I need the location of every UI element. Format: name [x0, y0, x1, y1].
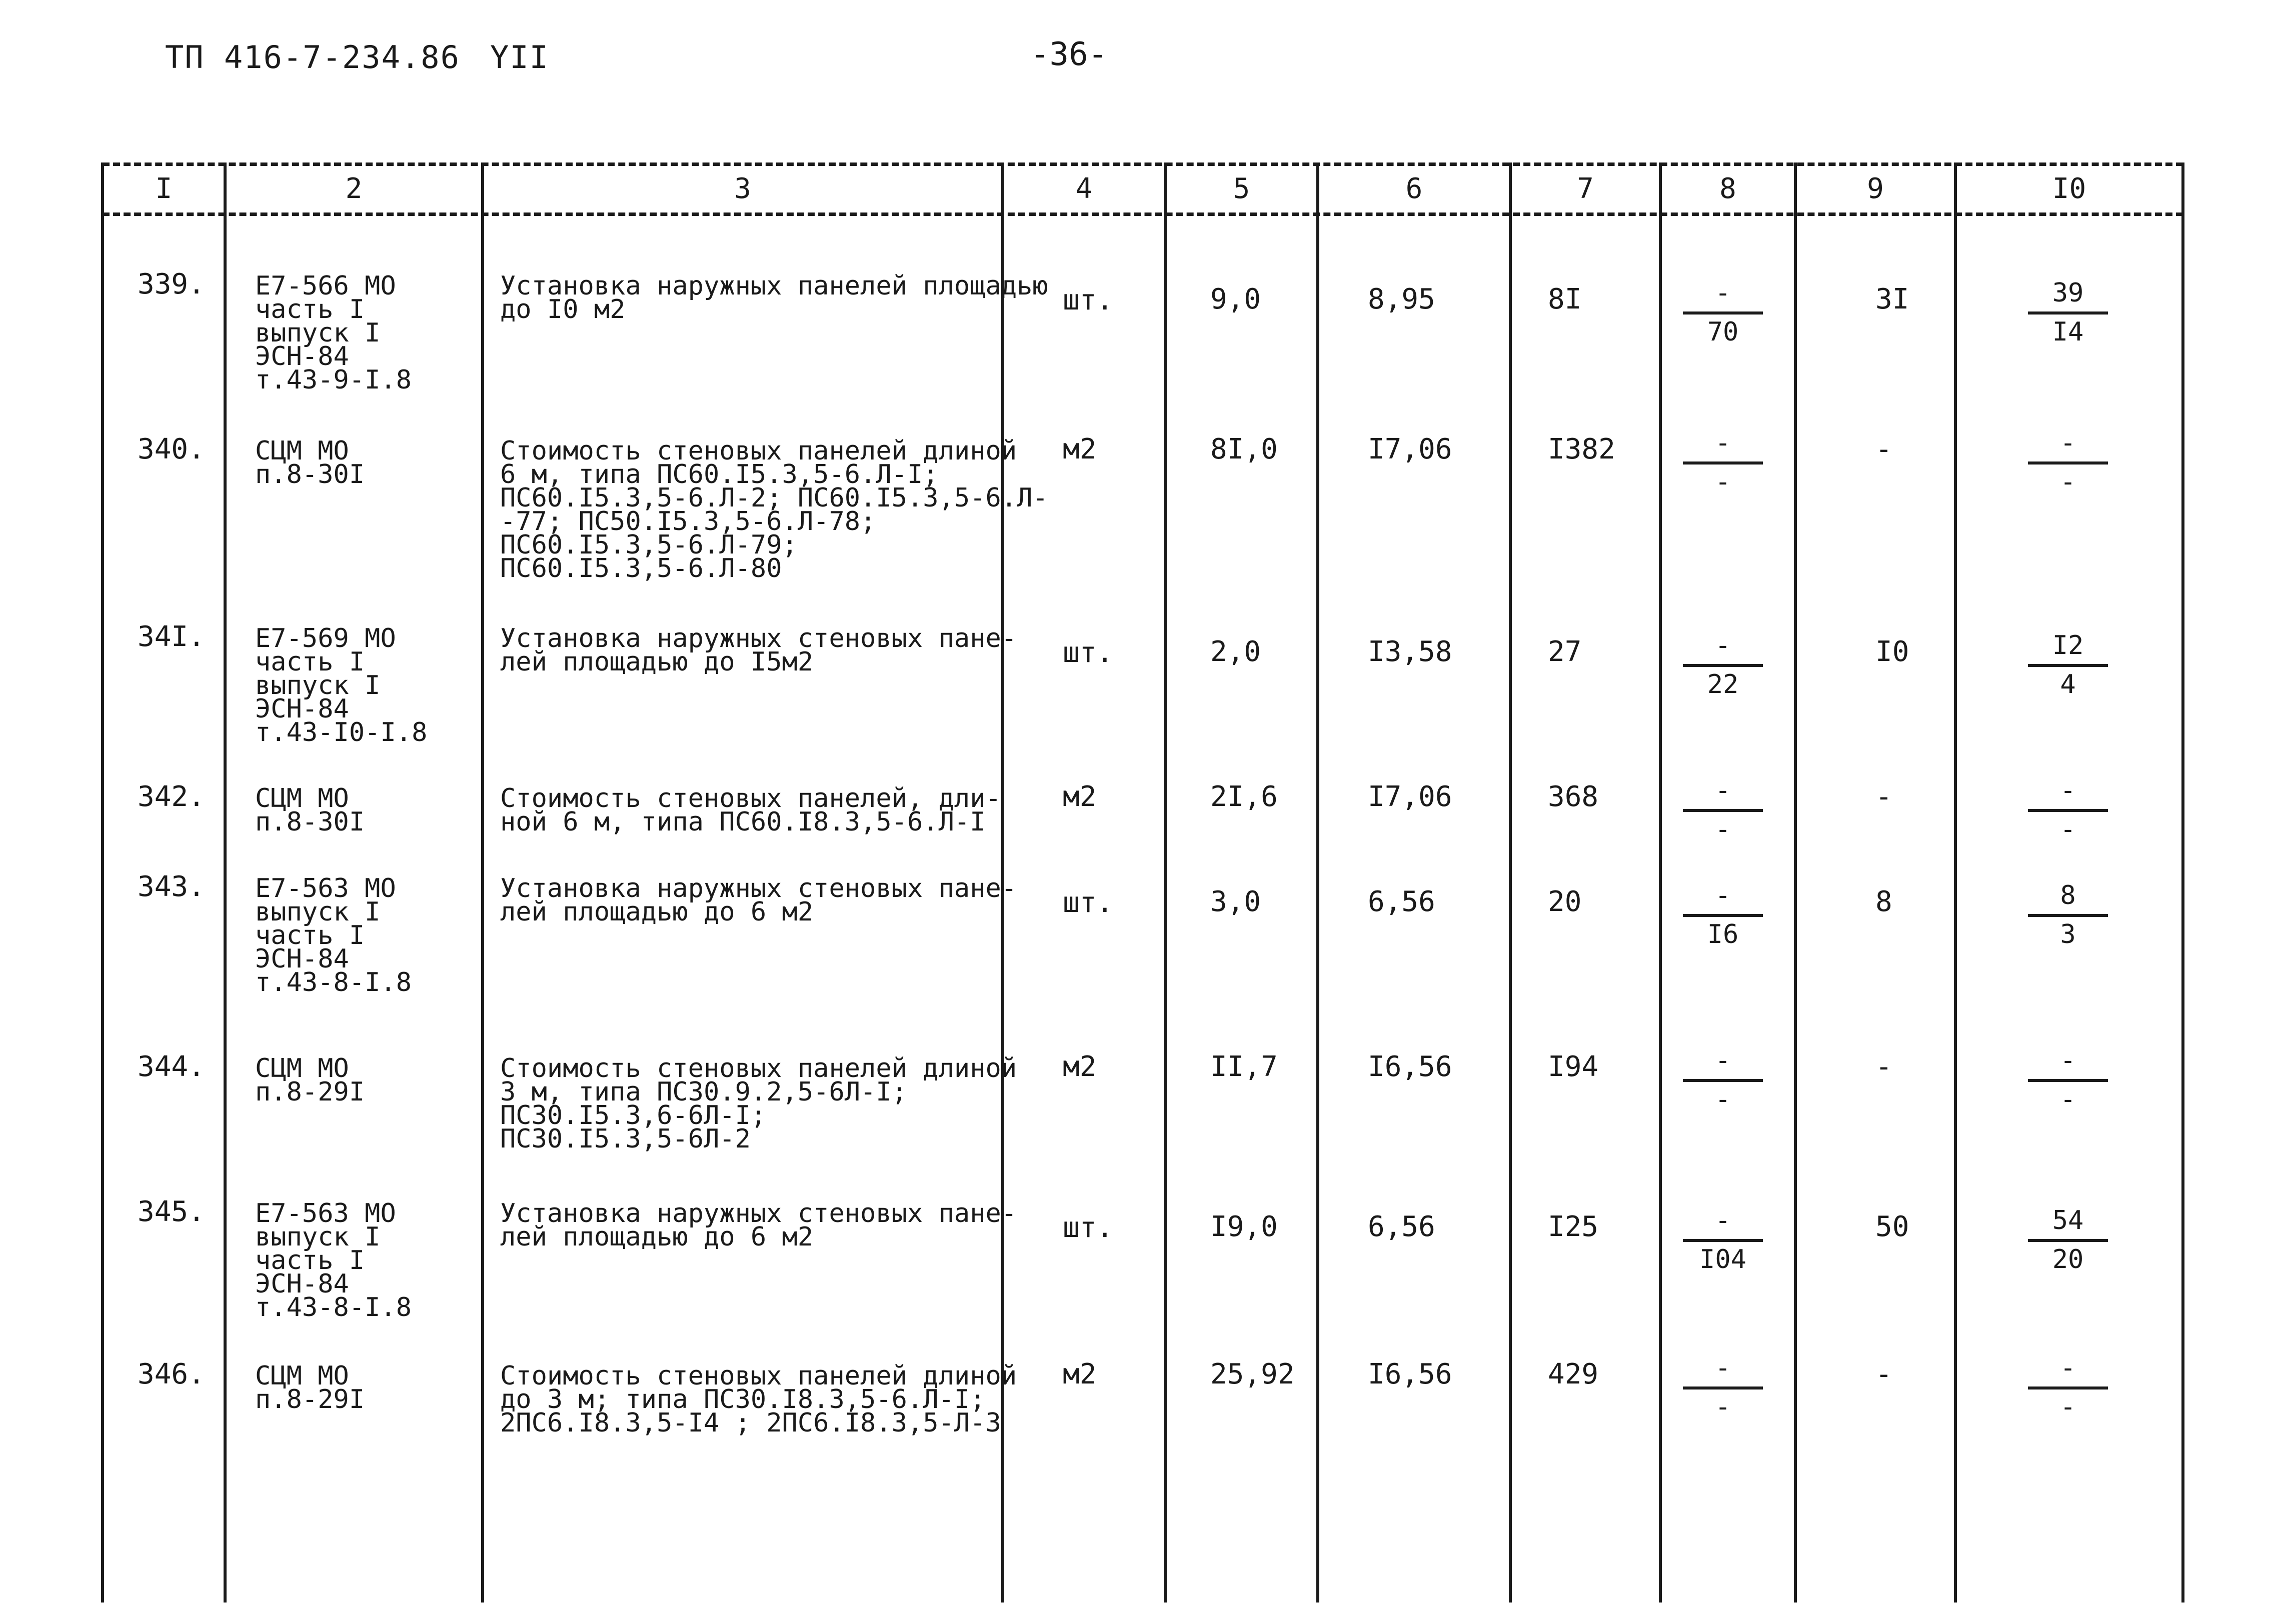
fraction-denominator: I4 [2052, 317, 2084, 347]
row-number: 346. [138, 1358, 205, 1390]
album-number: YII [490, 39, 549, 76]
fraction-col8 [1683, 880, 1763, 950]
fraction-denominator: - [2060, 467, 2076, 497]
unit-price: I7,06 [1368, 433, 1452, 466]
column-divider [1954, 162, 1957, 1602]
col9-value: - [1875, 433, 1892, 466]
source-reference: Е7-569 МО часть I выпуск I ЭСН-84 т.43-I0-I.8 [255, 624, 428, 748]
fraction-denominator: 20 [2052, 1244, 2084, 1274]
quantity: 2I,6 [1210, 780, 1278, 813]
work-description: Стоимость стеновых панелей длиной до 3 м; типа ПС30.I8.3,5-6.Л-I; 2ПС6.I8.3,5-I4 ; 2ПС6.I8.3,5-Л-3 [500, 1361, 1017, 1438]
column-header-7: 7 [1577, 172, 1594, 205]
fraction-numerator: 39 [2052, 278, 2084, 308]
fraction-bar [2028, 664, 2108, 667]
fraction-bar [1683, 809, 1763, 812]
col9-value: 8 [1875, 886, 1892, 918]
fraction-denominator: I04 [1699, 1244, 1746, 1274]
work-description: Стоимость стеновых панелей, дли- ной 6 м, типа ПС60.I8.3,5-6.Л-I [500, 784, 1001, 837]
fraction-bar [1683, 1239, 1763, 1242]
column-divider [1509, 162, 1512, 1602]
fraction-col8 [1683, 278, 1763, 348]
unit: м2 [1063, 780, 1097, 813]
col9-value: I0 [1875, 636, 1909, 668]
unit: шт. [1063, 886, 1114, 919]
fraction-numerator: - [1715, 776, 1731, 806]
row-number: 342. [138, 780, 205, 813]
total-cost: 20 [1548, 886, 1582, 918]
fraction-col10 [2028, 630, 2108, 700]
fraction-bar [1683, 1079, 1763, 1082]
fraction-col10 [2028, 1352, 2108, 1422]
source-reference: Е7-563 МО выпуск I часть I ЭСН-84 т.43-8-I.8 [255, 874, 412, 998]
unit-price: 6,56 [1368, 1210, 1435, 1243]
total-cost: I382 [1548, 433, 1615, 466]
quantity: 3,0 [1210, 886, 1261, 918]
column-divider [1659, 162, 1662, 1602]
unit: м2 [1063, 1358, 1097, 1390]
fraction-denominator: I6 [1707, 920, 1739, 950]
fraction-bar [1683, 462, 1763, 464]
unit: м2 [1063, 433, 1097, 466]
unit-price: 6,56 [1368, 886, 1435, 918]
col9-value: 3I [1875, 283, 1909, 316]
fraction-col10 [2028, 278, 2108, 348]
fraction-denominator: - [1715, 467, 1731, 497]
unit: шт. [1063, 284, 1114, 316]
column-header-1: I [155, 172, 173, 205]
total-cost: 368 [1548, 780, 1599, 813]
fraction-bar [2028, 462, 2108, 464]
fraction-numerator: I2 [2052, 630, 2084, 660]
fraction-bar [2028, 1079, 2108, 1082]
row-number: 34I. [138, 620, 205, 653]
fraction-col10 [2028, 880, 2108, 950]
fraction-col10 [2028, 1205, 2108, 1275]
header-separator [103, 212, 2183, 216]
fraction-denominator: 3 [2060, 920, 2076, 950]
quantity: 2,0 [1210, 636, 1261, 668]
fraction-col8 [1683, 775, 1763, 845]
row-number: 339. [138, 268, 205, 300]
fraction-denominator: - [2060, 1392, 2076, 1422]
column-divider [224, 162, 227, 1602]
column-divider [101, 162, 104, 1602]
unit-price: I7,06 [1368, 780, 1452, 813]
fraction-bar [2028, 809, 2108, 812]
column-header-9: 9 [1867, 172, 1884, 205]
column-divider [1316, 162, 1319, 1602]
column-divider [2181, 162, 2184, 1602]
total-cost: 429 [1548, 1358, 1599, 1390]
fraction-col10 [2028, 428, 2108, 498]
column-header-6: 6 [1405, 172, 1423, 205]
fraction-bar [2028, 312, 2108, 314]
row-number: 343. [138, 870, 205, 903]
fraction-numerator: - [1715, 1046, 1731, 1076]
unit: шт. [1063, 1212, 1114, 1244]
fraction-numerator: - [1715, 1206, 1731, 1236]
fraction-denominator: 22 [1707, 670, 1739, 700]
source-reference: Е7-566 МО часть I выпуск I ЭСН-84 т.43-9-I.8 [255, 271, 412, 395]
unit: шт. [1063, 636, 1114, 669]
fraction-col8 [1683, 1352, 1763, 1422]
fraction-bar [1683, 1386, 1763, 1390]
quantity: 25,92 [1210, 1358, 1295, 1390]
fraction-col8 [1683, 428, 1763, 498]
fraction-numerator: - [1715, 428, 1731, 458]
fraction-bar [1683, 914, 1763, 917]
fraction-bar [1683, 664, 1763, 667]
source-reference: СЦМ МО п.8-30I [255, 436, 365, 490]
unit-price: 8,95 [1368, 283, 1435, 316]
column-header-4: 4 [1075, 172, 1093, 205]
fraction-numerator: - [1715, 1353, 1731, 1383]
fraction-denominator: - [2060, 814, 2076, 844]
fraction-denominator: 70 [1707, 317, 1739, 347]
column-header-2: 2 [345, 172, 363, 205]
fraction-numerator: 8 [2060, 880, 2076, 910]
fraction-bar [1683, 312, 1763, 314]
quantity: I9,0 [1210, 1210, 1278, 1243]
work-description: Стоимость стеновых панелей длиной 3 м, типа ПС30.9.2,5-6Л-I; ПС30.I5.3,6-6Л-I; ПС30.I5.3,5-6Л-2 [500, 1054, 1017, 1154]
column-divider [1794, 162, 1797, 1602]
unit: м2 [1063, 1050, 1097, 1083]
fraction-col8 [1683, 1205, 1763, 1275]
fraction-col8 [1683, 1045, 1763, 1115]
fraction-numerator: 54 [2052, 1206, 2084, 1236]
row-number: 340. [138, 433, 205, 466]
col9-value: - [1875, 1358, 1892, 1390]
total-cost: 8I [1548, 283, 1582, 316]
column-header-3: 3 [734, 172, 751, 205]
total-cost: I25 [1548, 1210, 1599, 1243]
row-number: 344. [138, 1050, 205, 1083]
fraction-col10 [2028, 775, 2108, 845]
fraction-numerator: - [2060, 776, 2076, 806]
column-header-5: 5 [1233, 172, 1250, 205]
fraction-denominator: 4 [2060, 670, 2076, 700]
unit-price: I6,56 [1368, 1050, 1452, 1083]
quantity: 9,0 [1210, 283, 1261, 316]
fraction-denominator: - [1715, 814, 1731, 844]
fraction-numerator: - [1715, 880, 1731, 910]
fraction-numerator: - [2060, 1046, 2076, 1076]
fraction-bar [2028, 1386, 2108, 1390]
estimate-table [103, 162, 2183, 1602]
quantity: 8I,0 [1210, 433, 1278, 466]
work-description: Установка наружных стеновых пане- лей площадью до 6 м2 [500, 874, 1017, 927]
table-top-border [103, 162, 2183, 166]
col9-value: 50 [1875, 1210, 1909, 1243]
work-description: Установка наружных панелей площадью до I0 м2 [500, 271, 1048, 324]
column-header-10: I0 [2052, 172, 2086, 205]
doc-code: ТП 416-7-234.86 [165, 39, 460, 76]
page-number: -36- [1030, 36, 1108, 73]
col9-value: - [1875, 1050, 1892, 1083]
fraction-col10 [2028, 1045, 2108, 1115]
fraction-denominator: - [1715, 1084, 1731, 1114]
fraction-col8 [1683, 630, 1763, 700]
total-cost: 27 [1548, 636, 1582, 668]
fraction-numerator: - [1715, 630, 1731, 660]
source-reference: СЦМ МО п.8-30I [255, 784, 365, 837]
fraction-numerator: - [2060, 1353, 2076, 1383]
fraction-denominator: - [1715, 1392, 1731, 1422]
col9-value: - [1875, 780, 1892, 813]
fraction-denominator: - [2060, 1084, 2076, 1114]
work-description: Установка наружных стеновых пане- лей площадью до 6 м2 [500, 1198, 1017, 1252]
row-number: 345. [138, 1196, 205, 1228]
source-reference: СЦМ МО п.8-29I [255, 1361, 365, 1414]
work-description: Установка наружных стеновых пане- лей площадью до I5м2 [500, 624, 1017, 677]
source-reference: СЦМ МО п.8-29I [255, 1054, 365, 1107]
fraction-bar [2028, 1239, 2108, 1242]
work-description: Стоимость стеновых панелей длиной 6 м, типа ПС60.I5.3,5-6.Л-I; ПС60.I5.3,5-6.Л-2; ПС60.I5.3,5-6.Л- -77; ПС50.I5.3,5-6.Л-78; ПС60.I5.3,5-6.Л-79; ПС60.I5.3,5-6.Л-80 [500, 436, 1048, 584]
source-reference: Е7-563 МО выпуск I часть I ЭСН-84 т.43-8-I.8 [255, 1198, 412, 1322]
total-cost: I94 [1548, 1050, 1599, 1083]
column-divider [1164, 162, 1167, 1602]
column-divider [481, 162, 484, 1602]
quantity: II,7 [1210, 1050, 1278, 1083]
unit-price: I6,56 [1368, 1358, 1452, 1390]
unit-price: I3,58 [1368, 636, 1452, 668]
fraction-numerator: - [2060, 428, 2076, 458]
column-header-8: 8 [1719, 172, 1736, 205]
fraction-numerator: - [1715, 278, 1731, 308]
fraction-bar [2028, 914, 2108, 917]
